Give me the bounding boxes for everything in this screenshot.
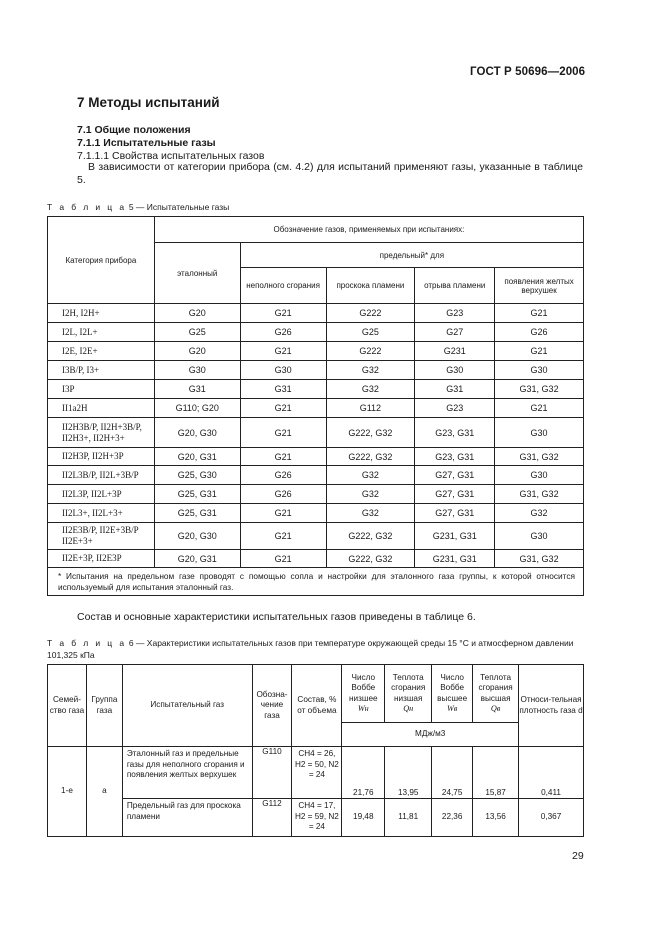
flashback-cell: G32 xyxy=(326,361,415,380)
category-cell: I2H, I2H+ xyxy=(48,304,155,323)
header-incomplete: неполного сгорания xyxy=(240,268,326,304)
header-yellow: появления желтых верхушек xyxy=(495,268,584,304)
heat-high-cell: 13,56 xyxy=(473,799,519,837)
subsection-title: 7.1 Общие положения xyxy=(77,124,191,136)
incomplete-cell: G21 xyxy=(240,418,326,448)
category-cell: II2E+3P, II2E3P xyxy=(48,550,155,568)
category-cell: II2L3P, II2L+3P xyxy=(48,485,155,504)
yellow-cell: G31, G32 xyxy=(495,380,584,399)
reference-cell: G20, G30 xyxy=(154,418,240,448)
gas-cell: Предельный газ для проскока пламени xyxy=(122,799,252,837)
composition-cell: CH4 = 26, H2 = 50, N2 = 24 xyxy=(292,747,342,799)
incomplete-cell: G21 xyxy=(240,304,326,323)
header-family: Семей-ство газа xyxy=(48,665,87,747)
category-cell: II2E3B/P, II2E+3B/P II2E+3+ xyxy=(48,523,155,550)
category-cell: II2L3B/P, II2L+3B/P xyxy=(48,466,155,485)
liftoff-cell: G27, G31 xyxy=(415,466,495,485)
table-row xyxy=(48,342,584,361)
category-cell: II1a2H xyxy=(48,399,155,418)
table-row xyxy=(48,747,584,799)
gas-characteristics-table xyxy=(47,664,584,837)
wobbe-low-cell: 19,48 xyxy=(342,799,385,837)
heat-high-cell: 15,87 xyxy=(473,747,519,799)
header-limit: предельный* для xyxy=(240,243,583,268)
section-title: 7 Методы испытаний xyxy=(77,95,220,110)
table-row xyxy=(48,466,584,485)
header-liftoff: отрыва пламени xyxy=(415,268,495,304)
liftoff-cell: G27 xyxy=(415,323,495,342)
density-cell: 0,411 xyxy=(519,747,584,799)
table-row xyxy=(48,418,584,448)
flashback-cell: G222, G32 xyxy=(326,418,415,448)
gas-cell: Эталонный газ и предельные газы для неполного сгорания и появления желтых верхушек xyxy=(122,747,252,799)
table-row xyxy=(48,304,584,323)
reference-cell: G20, G31 xyxy=(154,550,240,568)
yellow-cell: G32 xyxy=(495,504,584,523)
incomplete-cell: G21 xyxy=(240,342,326,361)
table-row xyxy=(48,448,584,466)
header-code: Обозна-чение газа xyxy=(252,665,292,747)
group-cell: а xyxy=(86,747,122,837)
incomplete-cell: G26 xyxy=(240,485,326,504)
liftoff-cell: G27, G31 xyxy=(415,485,495,504)
yellow-cell: G31, G32 xyxy=(495,485,584,504)
flashback-cell: G112 xyxy=(326,399,415,418)
flashback-cell: G32 xyxy=(326,466,415,485)
reference-cell: G25, G31 xyxy=(154,504,240,523)
flashback-cell: G25 xyxy=(326,323,415,342)
wobbe-high-cell: 24,75 xyxy=(432,747,473,799)
incomplete-cell: G21 xyxy=(240,448,326,466)
table-row xyxy=(48,399,584,418)
yellow-cell: G30 xyxy=(495,361,584,380)
header-group: Группа газа xyxy=(86,665,122,747)
yellow-cell: G30 xyxy=(495,466,584,485)
table-row xyxy=(48,523,584,550)
header-designation: Обозначение газов, применяемых при испытаниях: xyxy=(154,217,583,243)
heat-low-cell: 13,95 xyxy=(385,747,432,799)
table5-caption: Т а б л и ц а 5 — Испытательные газы xyxy=(47,202,230,212)
liftoff-cell: G31 xyxy=(415,380,495,399)
table5-footnote: * Испытания на предельном газе проводят с помощью сопла и настройки для эталонного газа группы, к которой относится используемый для испытания эталонный газ. xyxy=(48,568,584,596)
table-row xyxy=(48,361,584,380)
header-category: Категория прибора xyxy=(48,217,155,304)
incomplete-cell: G26 xyxy=(240,323,326,342)
header-heat-high: Теплота сгорания высшая Qв xyxy=(473,665,519,723)
wobbe-low-cell: 21,76 xyxy=(342,747,385,799)
code-cell: G110 xyxy=(252,747,292,799)
table-row xyxy=(48,799,584,837)
liftoff-cell: G23 xyxy=(415,304,495,323)
yellow-cell: G30 xyxy=(495,523,584,550)
category-cell: II2L3+, II2L+3+ xyxy=(48,504,155,523)
code-cell: G112 xyxy=(252,799,292,837)
flashback-cell: G32 xyxy=(326,380,415,399)
yellow-cell: G31, G32 xyxy=(495,448,584,466)
reference-cell: G31 xyxy=(154,380,240,399)
liftoff-cell: G23 xyxy=(415,399,495,418)
page-number: 29 xyxy=(572,850,584,862)
flashback-cell: G222, G32 xyxy=(326,523,415,550)
header-wobbe-low: Число Воббе низшее Wн xyxy=(342,665,385,723)
reference-cell: G20, G31 xyxy=(154,448,240,466)
composition-cell: CH4 = 17, H2 = 59, N2 = 24 xyxy=(292,799,342,837)
table-row xyxy=(48,550,584,568)
reference-cell: G25, G31 xyxy=(154,485,240,504)
yellow-cell: G30 xyxy=(495,418,584,448)
standard-number: ГОСТ Р 50696—2006 xyxy=(470,66,586,78)
category-cell: I2L, I2L+ xyxy=(48,323,155,342)
reference-cell: G20, G30 xyxy=(154,523,240,550)
table-row xyxy=(48,323,584,342)
liftoff-cell: G23, G31 xyxy=(415,418,495,448)
incomplete-cell: G30 xyxy=(240,361,326,380)
header-flashback: проскока пламени xyxy=(326,268,415,304)
reference-cell: G25, G30 xyxy=(154,466,240,485)
density-cell: 0,367 xyxy=(519,799,584,837)
header-density: Относи-тельная плотность газа d xyxy=(519,665,584,747)
flashback-cell: G222 xyxy=(326,304,415,323)
reference-cell: G25 xyxy=(154,323,240,342)
table6-reference-paragraph: Состав и основные характеристики испытательных газов приведены в таблице 6. xyxy=(77,611,476,623)
category-cell: I2E, I2E+ xyxy=(48,342,155,361)
incomplete-cell: G21 xyxy=(240,399,326,418)
subsubsection-title: 7.1.1 Испытательные газы xyxy=(77,137,216,149)
test-gases-table xyxy=(47,216,584,596)
flashback-cell: G222 xyxy=(326,342,415,361)
header-unit: МДж/м3 xyxy=(342,723,519,747)
wobbe-high-cell: 22,36 xyxy=(432,799,473,837)
liftoff-cell: G231, G31 xyxy=(415,550,495,568)
incomplete-cell: G21 xyxy=(240,523,326,550)
header-wobbe-high: Число Воббе высшее Wв xyxy=(432,665,473,723)
category-cell: II2H3P, II2H+3P xyxy=(48,448,155,466)
incomplete-cell: G21 xyxy=(240,504,326,523)
reference-cell: G110; G20 xyxy=(154,399,240,418)
liftoff-cell: G231 xyxy=(415,342,495,361)
header-heat-low: Теплота сгорания низшая Qн xyxy=(385,665,432,723)
category-cell: I3P xyxy=(48,380,155,399)
table-row xyxy=(48,504,584,523)
flashback-cell: G32 xyxy=(326,504,415,523)
category-cell: II2H3B/P, II2H+3B/P, II2H3+, II2H+3+ xyxy=(48,418,155,448)
yellow-cell: G21 xyxy=(495,304,584,323)
reference-cell: G30 xyxy=(154,361,240,380)
table-row xyxy=(48,485,584,504)
incomplete-cell: G31 xyxy=(240,380,326,399)
table6-caption: Т а б л и ц а 6 — Характеристики испытательных газов при температуре окружающей среды 15 °С и атмосферном давлении 101,325 кПа xyxy=(47,638,574,660)
yellow-cell: G31, G32 xyxy=(495,550,584,568)
clause-title: 7.1.1.1 Свойства испытательных газов xyxy=(77,150,265,162)
table-row xyxy=(48,380,584,399)
yellow-cell: G21 xyxy=(495,399,584,418)
family-cell: 1-е xyxy=(48,747,87,837)
flashback-cell: G222, G32 xyxy=(326,448,415,466)
liftoff-cell: G27, G31 xyxy=(415,504,495,523)
category-cell: I3B/P, I3+ xyxy=(48,361,155,380)
reference-cell: G20 xyxy=(154,304,240,323)
yellow-cell: G21 xyxy=(495,342,584,361)
heat-low-cell: 11,81 xyxy=(385,799,432,837)
reference-cell: G20 xyxy=(154,342,240,361)
flashback-cell: G222, G32 xyxy=(326,550,415,568)
liftoff-cell: G30 xyxy=(415,361,495,380)
incomplete-cell: G21 xyxy=(240,550,326,568)
flashback-cell: G32 xyxy=(326,485,415,504)
liftoff-cell: G23, G31 xyxy=(415,448,495,466)
intro-paragraph: В зависимости от категории прибора (см. 4.2) для испытаний применяют газы, указанные в таблице 5. xyxy=(77,161,583,186)
yellow-cell: G26 xyxy=(495,323,584,342)
header-composition: Состав, % от объема xyxy=(292,665,342,747)
incomplete-cell: G26 xyxy=(240,466,326,485)
liftoff-cell: G231, G31 xyxy=(415,523,495,550)
header-gas: Испытательный газ xyxy=(122,665,252,747)
header-reference: эталонный xyxy=(154,243,240,304)
